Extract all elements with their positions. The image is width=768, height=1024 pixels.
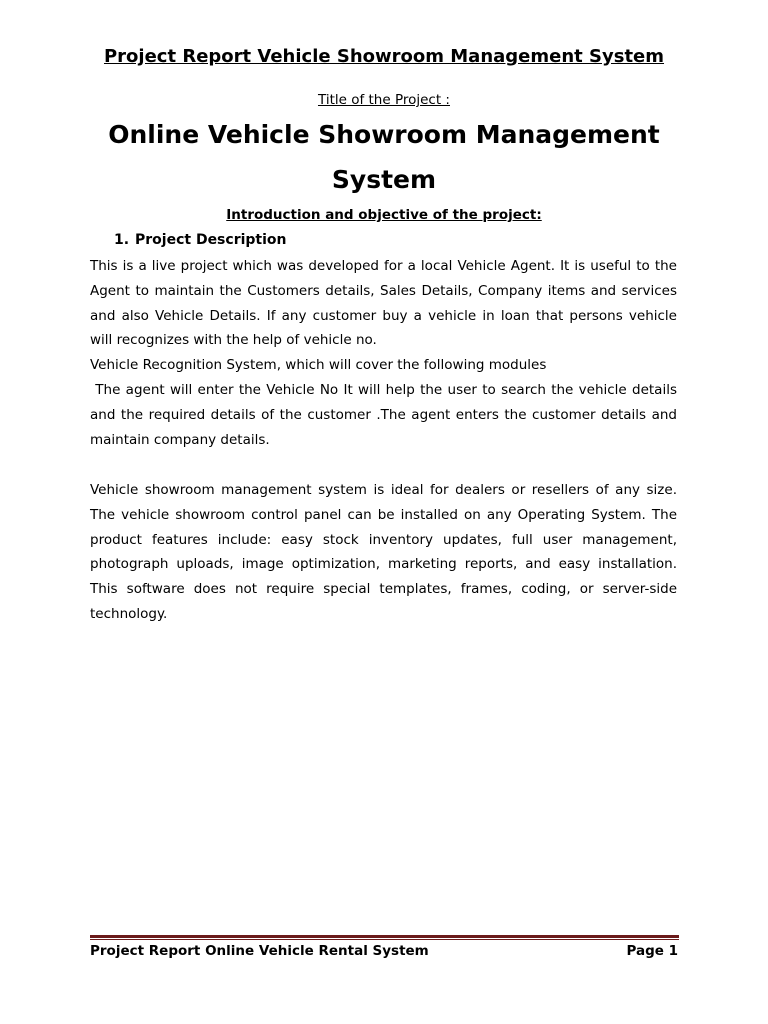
paragraph-line: technology. bbox=[90, 605, 168, 622]
project-title bbox=[90, 112, 678, 202]
paragraph-line: The vehicle showroom control panel can be installed on any Operating System. The bbox=[90, 506, 677, 523]
page-number: Page 1 bbox=[626, 943, 678, 959]
page-header-title: Project Report Vehicle Showroom Management System bbox=[103, 46, 665, 67]
project-title-line-1: Online Vehicle Showroom Management bbox=[108, 120, 660, 149]
section-heading bbox=[114, 232, 287, 248]
intro-heading: Introduction and objective of the project: bbox=[226, 207, 542, 223]
section-number: 1. bbox=[114, 232, 130, 248]
paragraph-line: Agent to maintain the Customers details, Sales Details, Company items and services bbox=[90, 282, 677, 299]
footer-divider-thick bbox=[90, 935, 679, 938]
paragraph-line: product features include: easy stock inventory updates, full user management, bbox=[90, 531, 677, 548]
paragraph-line: and the required details of the customer .The agent enters the customer details and bbox=[90, 406, 677, 423]
paragraph-line: This is a live project which was developed for a local Vehicle Agent. It is useful to the bbox=[90, 258, 677, 274]
paragraph-line: Vehicle showroom management system is ideal for dealers or resellers of any size. bbox=[90, 482, 677, 498]
footer-divider bbox=[90, 935, 679, 941]
footer-title: Project Report Online Vehicle Rental System bbox=[90, 943, 429, 959]
paragraph-line: Vehicle Recognition System, which will cover the following modules bbox=[90, 357, 547, 374]
paragraph-line: will recognizes with the help of vehicle no. bbox=[90, 332, 377, 349]
paragraph-line: photograph uploads, image optimization, marketing reports, and easy installation. bbox=[90, 556, 677, 573]
paragraph-description bbox=[90, 254, 677, 452]
paragraph-features bbox=[90, 478, 677, 627]
paragraph-line: The agent will enter the Vehicle No It will help the user to search the vehicle details bbox=[90, 381, 677, 398]
section-title: Project Description bbox=[135, 232, 287, 248]
paragraph-line: and also Vehicle Details. If any customer buy a vehicle in loan that persons vehicle bbox=[90, 307, 677, 324]
title-label: Title of the Project : bbox=[317, 92, 450, 108]
paragraph-line: This software does not require special templates, frames, coding, or server-side bbox=[90, 581, 677, 598]
footer-divider-thin bbox=[90, 939, 679, 940]
project-title-line-2: System bbox=[331, 165, 437, 194]
paragraph-line: maintain company details. bbox=[90, 431, 270, 448]
